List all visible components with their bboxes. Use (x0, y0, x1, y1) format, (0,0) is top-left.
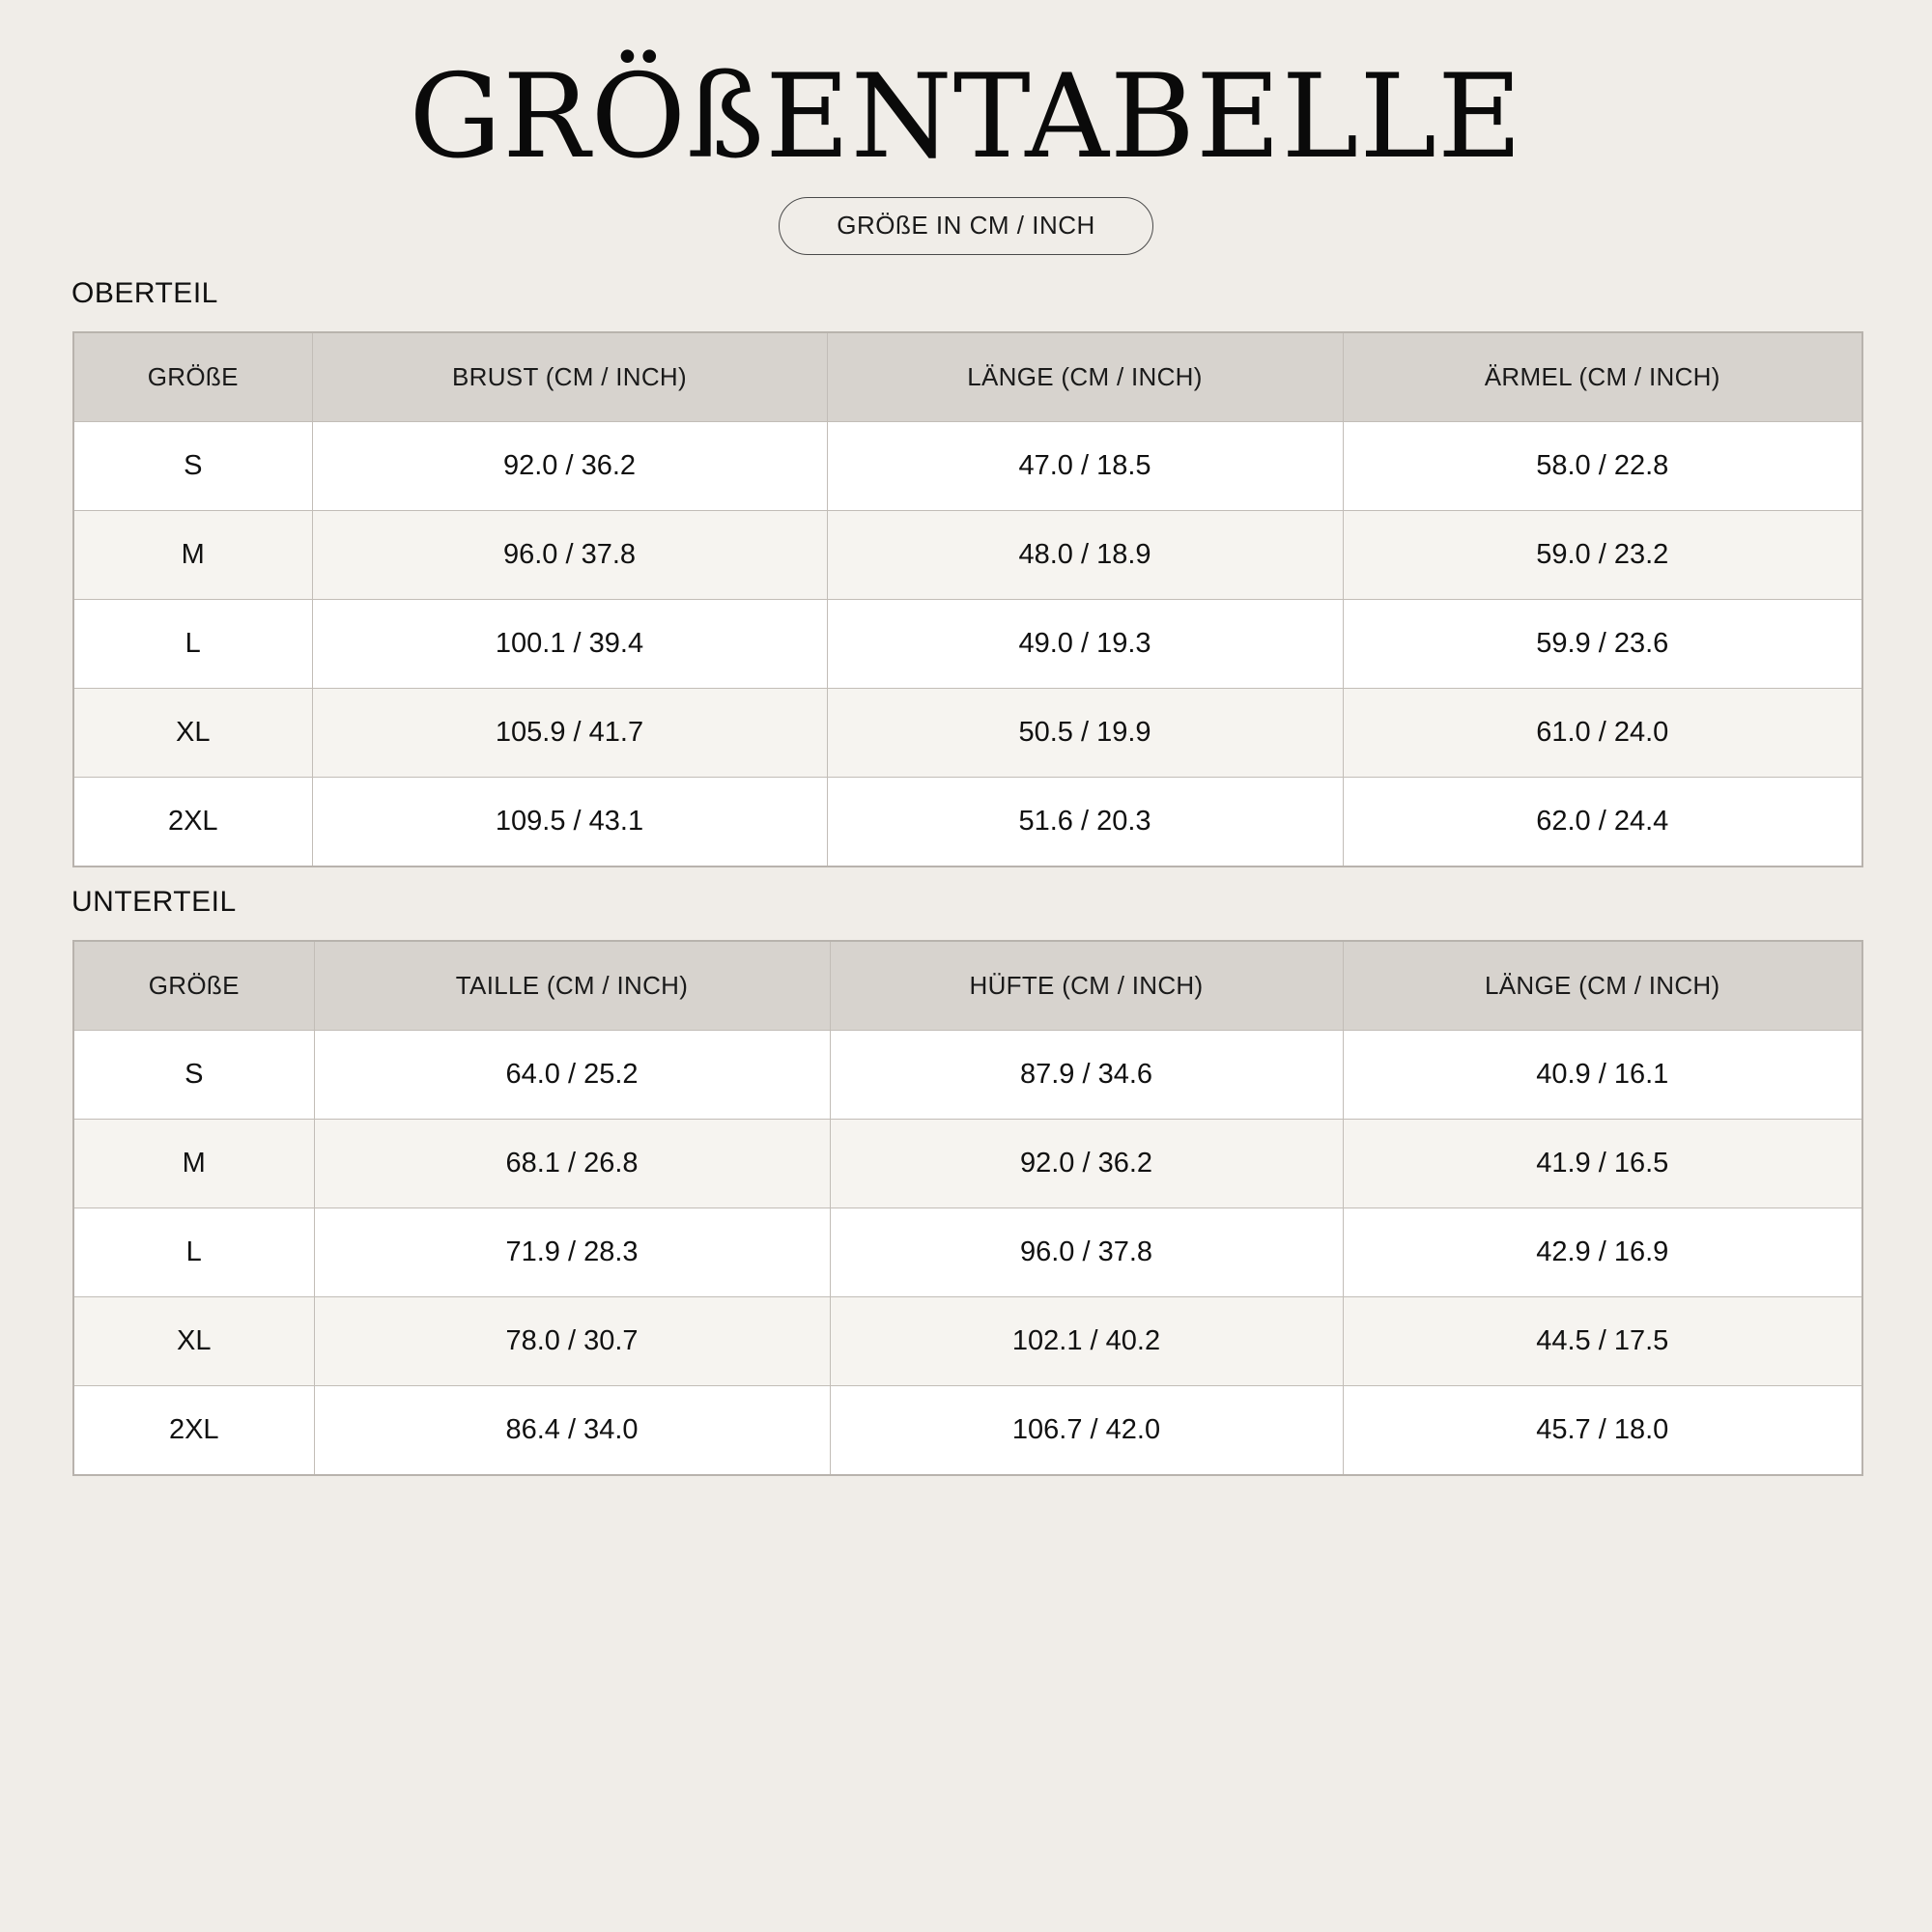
table-row (73, 1297, 1862, 1386)
size-cell: 2XL (73, 1386, 314, 1476)
table-row (73, 511, 1862, 600)
value-cell: 41.9 / 16.5 (1343, 1120, 1862, 1208)
column-header: ÄRMEL (CM / INCH) (1343, 332, 1862, 422)
table-row (73, 422, 1862, 511)
size-table-unterteil (72, 940, 1863, 1476)
table-row (73, 600, 1862, 689)
column-header: TAILLE (CM / INCH) (314, 941, 830, 1031)
value-cell: 78.0 / 30.7 (314, 1297, 830, 1386)
table-header-row (73, 941, 1862, 1031)
column-header: LÄNGE (CM / INCH) (827, 332, 1343, 422)
table-header-row (73, 332, 1862, 422)
size-cell: M (73, 1120, 314, 1208)
value-cell: 86.4 / 34.0 (314, 1386, 830, 1476)
value-cell: 40.9 / 16.1 (1343, 1031, 1862, 1120)
value-cell: 45.7 / 18.0 (1343, 1386, 1862, 1476)
table-row (73, 1386, 1862, 1476)
size-cell: XL (73, 689, 312, 778)
value-cell: 105.9 / 41.7 (312, 689, 827, 778)
size-cell: S (73, 1031, 314, 1120)
table-row (73, 1031, 1862, 1120)
section-heading-oberteil: OBERTEIL (71, 277, 218, 309)
value-cell: 44.5 / 17.5 (1343, 1297, 1862, 1386)
size-cell: L (73, 1208, 314, 1297)
column-header: GRÖßE (73, 332, 312, 422)
value-cell: 64.0 / 25.2 (314, 1031, 830, 1120)
value-cell: 59.0 / 23.2 (1343, 511, 1862, 600)
value-cell: 51.6 / 20.3 (827, 778, 1343, 867)
value-cell: 61.0 / 24.0 (1343, 689, 1862, 778)
column-header: LÄNGE (CM / INCH) (1343, 941, 1862, 1031)
value-cell: 106.7 / 42.0 (830, 1386, 1343, 1476)
value-cell: 59.9 / 23.6 (1343, 600, 1862, 689)
table-row (73, 689, 1862, 778)
table-row (73, 1120, 1862, 1208)
table-row (73, 778, 1862, 867)
value-cell: 48.0 / 18.9 (827, 511, 1343, 600)
value-cell: 92.0 / 36.2 (312, 422, 827, 511)
column-header: GRÖßE (73, 941, 314, 1031)
value-cell: 68.1 / 26.8 (314, 1120, 830, 1208)
size-cell: XL (73, 1297, 314, 1386)
value-cell: 87.9 / 34.6 (830, 1031, 1343, 1120)
column-header: HÜFTE (CM / INCH) (830, 941, 1343, 1031)
value-cell: 100.1 / 39.4 (312, 600, 827, 689)
value-cell: 58.0 / 22.8 (1343, 422, 1862, 511)
page-title: GRÖßENTABELLE (409, 50, 1523, 185)
value-cell: 42.9 / 16.9 (1343, 1208, 1862, 1297)
size-cell: 2XL (73, 778, 312, 867)
column-header: BRUST (CM / INCH) (312, 332, 827, 422)
value-cell: 92.0 / 36.2 (830, 1120, 1343, 1208)
value-cell: 109.5 / 43.1 (312, 778, 827, 867)
value-cell: 49.0 / 19.3 (827, 600, 1343, 689)
size-cell: M (73, 511, 312, 600)
value-cell: 50.5 / 19.9 (827, 689, 1343, 778)
value-cell: 96.0 / 37.8 (830, 1208, 1343, 1297)
value-cell: 96.0 / 37.8 (312, 511, 827, 600)
value-cell: 71.9 / 28.3 (314, 1208, 830, 1297)
value-cell: 47.0 / 18.5 (827, 422, 1343, 511)
section-heading-unterteil: UNTERTEIL (71, 886, 237, 918)
value-cell: 62.0 / 24.4 (1343, 778, 1862, 867)
size-table-oberteil (72, 331, 1863, 867)
size-cell: L (73, 600, 312, 689)
value-cell: 102.1 / 40.2 (830, 1297, 1343, 1386)
unit-badge: GRÖßE IN CM / INCH (779, 197, 1153, 255)
table-row (73, 1208, 1862, 1297)
size-cell: S (73, 422, 312, 511)
